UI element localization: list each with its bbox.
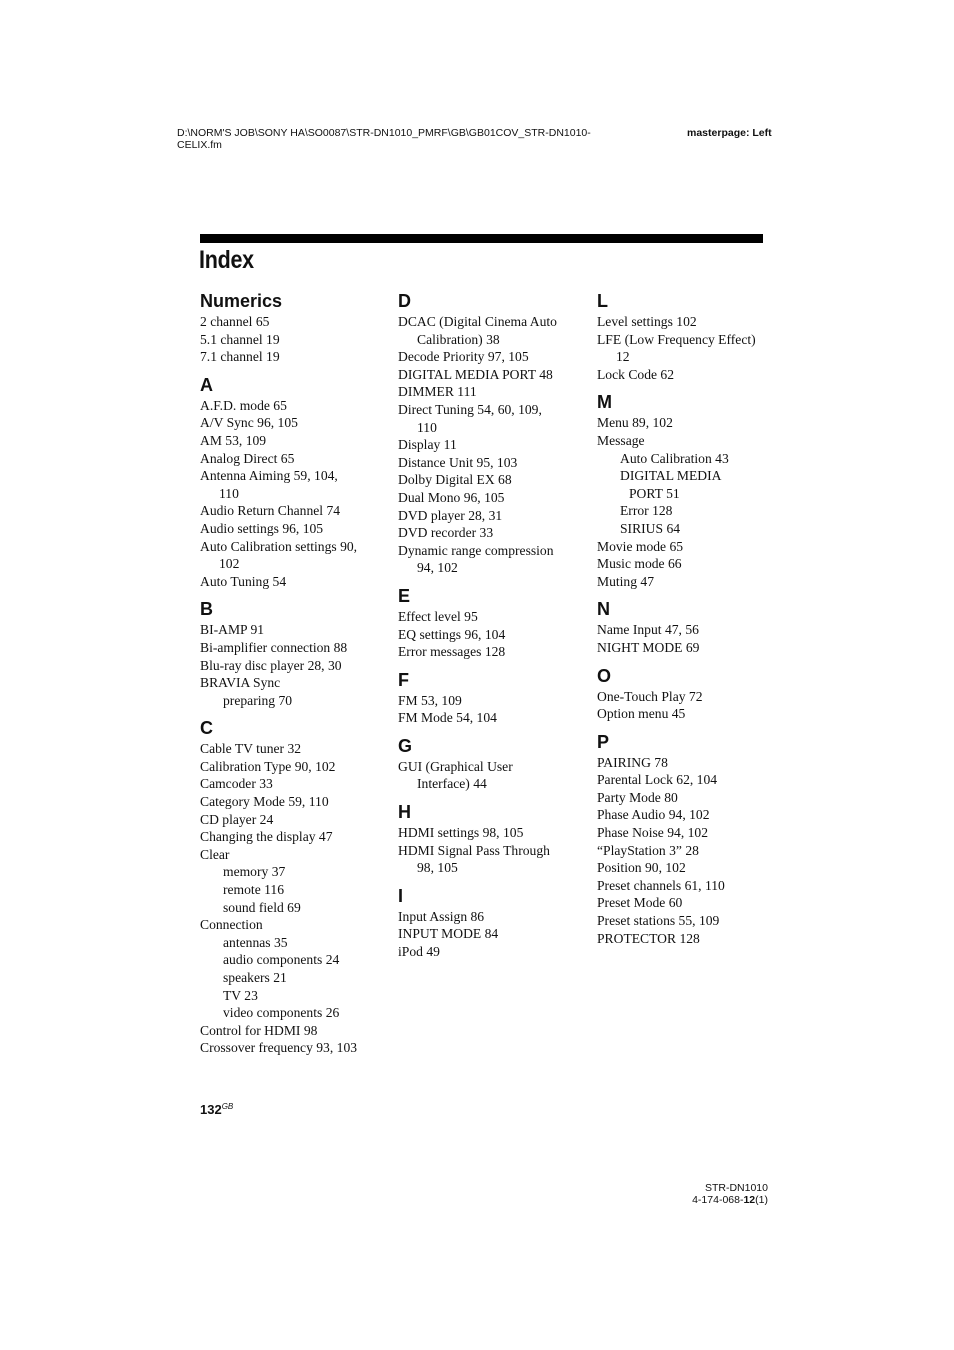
index-entry-continuation: 102: [219, 556, 240, 572]
index-entry: Preset Mode 60: [597, 895, 683, 911]
page-number-suffix: GB: [221, 1102, 234, 1111]
index-entry: DIMMER 111: [398, 384, 477, 400]
index-entry: Auto Tuning 54: [200, 573, 287, 589]
index-entry: LFE (Low Frequency Effect): [597, 331, 756, 347]
index-entry: Parental Lock 62, 104: [597, 772, 718, 788]
index-section-m: [597, 391, 767, 590]
index-entry: Audio Return Channel 74: [200, 503, 341, 519]
index-entry: Lock Code 62: [597, 366, 675, 382]
index-entry: Input Assign 86: [398, 908, 485, 924]
index-entry: Bi-amplifier connection 88: [200, 639, 348, 655]
section-heading: M: [597, 392, 612, 413]
index-entry: Clear: [200, 846, 230, 862]
index-section-i: [398, 885, 568, 961]
index-entry: FM Mode 54, 104: [398, 710, 497, 726]
index-entry: Control for HDMI 98: [200, 1022, 318, 1038]
index-entry: Position 90, 102: [597, 860, 686, 876]
index-subentry: memory 37: [223, 864, 286, 880]
section-heading: D: [398, 291, 411, 311]
index-entry: Name Input 47, 56: [597, 622, 699, 638]
index-entry: A/V Sync 96, 105: [200, 415, 298, 431]
index-entry-continuation: 12: [616, 349, 630, 365]
index-section-f: [398, 669, 568, 727]
index-column-2: [398, 290, 568, 969]
index-entry: DIGITAL MEDIA PORT 48: [398, 366, 553, 382]
index-entry: One-Touch Play 72: [597, 688, 703, 704]
document-code: [600, 1194, 768, 1206]
index-entry: Display 11: [398, 437, 457, 453]
index-entry: FM 53, 109: [398, 692, 462, 708]
index-section-numerics: [200, 290, 370, 366]
document-code-prefix: 4-174-068-: [692, 1194, 744, 1206]
index-entry: Camcoder 33: [200, 776, 273, 792]
index-section-e: [398, 585, 568, 661]
index-entry: Party Mode 80: [597, 789, 678, 805]
index-entry: Crossover frequency 93, 103: [200, 1040, 358, 1056]
index-column-1: [200, 290, 370, 1065]
index-entry: Phase Noise 94, 102: [597, 825, 709, 841]
index-entry: Preset stations 55, 109: [597, 913, 720, 929]
index-entry: PAIRING 78: [597, 754, 668, 770]
page-number: [200, 1102, 233, 1117]
section-heading: G: [398, 735, 413, 756]
index-entry: Blu-ray disc player 28, 30: [200, 657, 342, 673]
index-subentry: Auto Calibration 43: [620, 450, 729, 466]
index-entry: PROTECTOR 128: [597, 930, 700, 946]
index-entry: Dual Mono 96, 105: [398, 489, 505, 505]
index-entry-continuation: Calibration) 38: [417, 331, 500, 347]
index-subentry-continuation: PORT 51: [629, 485, 680, 501]
index-entry: HDMI Signal Pass Through: [398, 842, 550, 858]
index-entry-continuation: 94, 102: [417, 560, 458, 576]
index-entry: Error messages 128: [398, 644, 506, 660]
index-entry: Menu 89, 102: [597, 415, 673, 431]
index-entry: DVD player 28, 31: [398, 507, 503, 523]
index-entry-continuation: Interface) 44: [417, 776, 487, 792]
section-heading: L: [597, 291, 608, 311]
index-entry: Antenna Aiming 59, 104,: [200, 468, 338, 484]
index-section-c: [200, 717, 370, 1057]
index-entry: Category Mode 59, 110: [200, 794, 329, 810]
index-entry-continuation: 110: [219, 485, 239, 501]
index-entry: Phase Audio 94, 102: [597, 807, 710, 823]
index-entry: Calibration Type 90, 102: [200, 758, 336, 774]
index-entry: iPod 49: [398, 944, 440, 960]
index-entry: Effect level 95: [398, 608, 478, 624]
index-entry: A.F.D. mode 65: [200, 397, 287, 413]
index-subentry: SIRIUS 64: [620, 520, 681, 536]
index-section-l: [597, 290, 767, 383]
section-heading: H: [398, 802, 411, 823]
index-subentry: sound field 69: [223, 899, 301, 915]
section-heading: P: [597, 731, 610, 752]
section-heading: A: [200, 374, 213, 395]
index-entry: Audio settings 96, 105: [200, 520, 324, 536]
section-heading: F: [398, 669, 409, 690]
footer-model-info: [600, 1182, 768, 1206]
index-entry: DCAC (Digital Cinema Auto: [398, 314, 557, 329]
index-entry: DVD recorder 33: [398, 525, 494, 541]
index-entry: CD player 24: [200, 811, 274, 827]
index-section-o: [597, 665, 767, 723]
index-subentry: speakers 21: [223, 970, 287, 985]
document-code-suffix: (1): [755, 1194, 768, 1206]
index-entry: Analog Direct 65: [200, 450, 295, 466]
index-entry: Connection: [200, 917, 263, 933]
index-subentry: audio components 24: [223, 952, 340, 968]
index-entry: Auto Calibration settings 90,: [200, 538, 358, 554]
index-subentry: remote 116: [223, 882, 285, 898]
page-title: Index: [199, 246, 254, 274]
file-path-line-2: CELIX.fm: [177, 139, 222, 151]
index-subentry: preparing 70: [223, 692, 293, 708]
index-entry: Changing the display 47: [200, 829, 333, 845]
index-section-g: [398, 735, 568, 793]
index-entry: EQ settings 96, 104: [398, 626, 506, 642]
index-subentry: DIGITAL MEDIA: [620, 468, 722, 484]
index-section-n: [597, 598, 767, 656]
index-entry: Option menu 45: [597, 706, 686, 722]
masterpage-label: masterpage: Left: [687, 127, 772, 139]
index-entry: Movie mode 65: [597, 538, 684, 554]
index-entry: Message: [597, 432, 645, 448]
index-entry: INPUT MODE 84: [398, 926, 499, 942]
index-entry-continuation: 98, 105: [417, 860, 458, 876]
section-heading: B: [200, 599, 213, 620]
index-entry: BI-AMP 91: [200, 622, 265, 638]
document-code-bold: 12: [743, 1194, 756, 1206]
index-entry: Preset channels 61, 110: [597, 877, 725, 893]
index-entry: “PlayStation 3” 28: [597, 842, 699, 858]
index-section-h: [398, 801, 568, 877]
section-heading: E: [398, 585, 411, 606]
index-entry: Distance Unit 95, 103: [398, 454, 518, 470]
index-entry: Music mode 66: [597, 556, 682, 572]
index-entry: Cable TV tuner 32: [200, 741, 302, 757]
section-heading: I: [398, 885, 404, 906]
index-entry: 2 channel 65: [200, 314, 270, 329]
index-entry: Decode Priority 97, 105: [398, 349, 529, 365]
index-section-p: [597, 731, 767, 948]
index-entry: HDMI settings 98, 105: [398, 825, 524, 841]
index-section-b: [200, 598, 370, 709]
index-subentry: antennas 35: [223, 934, 288, 950]
file-path: [177, 127, 637, 151]
index-entry: AM 53, 109: [200, 432, 267, 448]
index-entry: GUI (Graphical User: [398, 758, 513, 774]
file-path-line-1: D:\NORM'S JOB\SONY HA\SO0087\STR-DN1010_PMRF\GB\GB01COV_STR-DN1010-: [177, 127, 591, 139]
index-entry-continuation: 110: [417, 419, 437, 435]
page-number-value: 132: [200, 1102, 222, 1117]
index-entry: Dynamic range compression: [398, 542, 554, 558]
index-section-d: [398, 290, 568, 577]
index-entry: 7.1 channel 19: [200, 349, 280, 365]
index-subentry: TV 23: [223, 987, 258, 1003]
index-entry: Level settings 102: [597, 314, 697, 329]
index-section-a: [200, 374, 370, 591]
title-rule: [200, 234, 763, 243]
section-heading: O: [597, 665, 612, 686]
index-entry: Dolby Digital EX 68: [398, 472, 512, 488]
index-entry: Direct Tuning 54, 60, 109,: [398, 401, 542, 417]
section-heading: C: [200, 718, 213, 739]
index-entry: NIGHT MODE 69: [597, 639, 700, 655]
index-subentry: video components 26: [223, 1005, 340, 1021]
index-entry: BRAVIA Sync: [200, 675, 281, 691]
model-number: STR-DN1010: [704, 1182, 768, 1194]
index-entry: 5.1 channel 19: [200, 331, 280, 347]
section-heading: N: [597, 599, 610, 620]
index-entry: Muting 47: [597, 573, 655, 589]
index-column-3: [597, 290, 767, 955]
index-subentry: Error 128: [620, 503, 673, 519]
section-heading: Numerics: [200, 291, 283, 311]
